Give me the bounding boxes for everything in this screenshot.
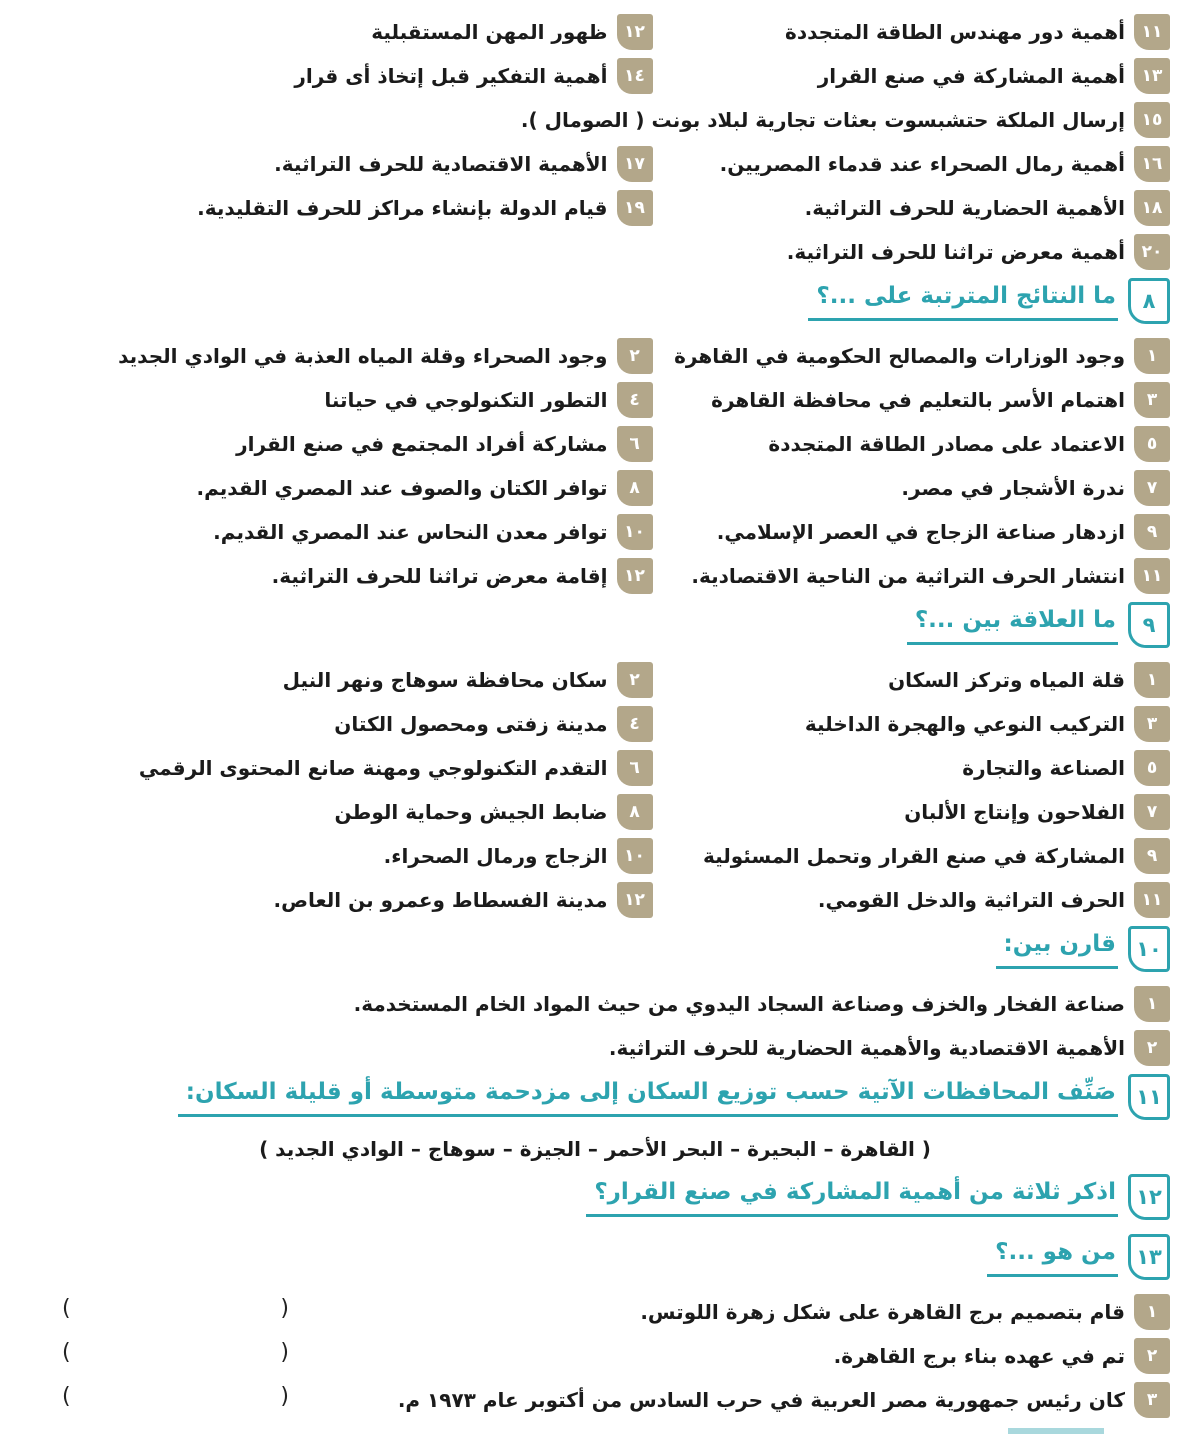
question-item: [653, 58, 1171, 94]
question-row: [20, 470, 1170, 506]
next-section-partial-strip: [1008, 1428, 1104, 1434]
item-text: وجود الصحراء وقلة المياه العذبة في الوادي الجديد: [118, 344, 608, 368]
question-row: [20, 234, 1170, 270]
item-number-badge: ٢: [1134, 1338, 1170, 1374]
question-row: [20, 838, 1170, 874]
section-header-12: [20, 1174, 1170, 1224]
question-item: [653, 794, 1171, 830]
question-item: [20, 14, 653, 50]
item-number-badge: ٤: [617, 382, 653, 418]
question-row: [20, 794, 1170, 830]
item-text: أهمية دور مهندس الطاقة المتجددة: [785, 20, 1125, 44]
question-item: [653, 426, 1171, 462]
question-row: [20, 882, 1170, 918]
question-item: [20, 750, 653, 786]
item-text: تم في عهده بناء برج القاهرة.: [833, 1344, 1125, 1368]
item-number-badge: ١٠: [617, 514, 653, 550]
question-row: [20, 1382, 1170, 1418]
question-item: [653, 382, 1171, 418]
item-number-badge: ١٧: [617, 146, 653, 182]
question-item: [653, 234, 1171, 270]
question-item: [20, 514, 653, 550]
item-text: قام بتصميم برج القاهرة على شكل زهرة اللوتس.: [640, 1300, 1125, 1324]
question-row: [20, 102, 1170, 138]
item-number-badge: ٢: [1134, 1030, 1170, 1066]
item-number-badge: ٣: [1134, 706, 1170, 742]
item-number-badge: ١٣: [1134, 58, 1170, 94]
question-item: [20, 558, 653, 594]
item-number-badge: ٥: [1134, 426, 1170, 462]
item-text: انتشار الحرف التراثية من الناحية الاقتصادية.: [691, 564, 1125, 588]
item-text: التطور التكنولوجي في حياتنا: [324, 388, 608, 412]
item-number-badge: ٣: [1134, 382, 1170, 418]
question-item: [653, 146, 1171, 182]
item-text: مدينة الفسطاط وعمرو بن العاص.: [273, 888, 608, 912]
item-number-badge: ٧: [1134, 794, 1170, 830]
question-item: [398, 1382, 1170, 1418]
item-text: وجود الوزارات والمصالح الحكومية في القاهرة: [674, 344, 1125, 368]
question-item: [20, 882, 653, 918]
item-number-badge: ١١: [1134, 558, 1170, 594]
item-number-badge: ٦: [617, 426, 653, 462]
question-item: [653, 514, 1171, 550]
question-item: [653, 14, 1171, 50]
section-title: ما النتائج المترتبة على ...؟: [808, 278, 1118, 321]
item-number-badge: ١: [1134, 662, 1170, 698]
question-item: [20, 470, 653, 506]
item-number-badge: ١٤: [617, 58, 653, 94]
item-number-badge: ١٢: [617, 882, 653, 918]
question-row: [20, 382, 1170, 418]
question-item: [20, 838, 653, 874]
section-header-13: [20, 1234, 1170, 1284]
item-text: الأهمية الحضارية للحرف التراثية.: [804, 196, 1125, 220]
item-number-badge: ٢: [617, 338, 653, 374]
question-item: [653, 338, 1171, 374]
question-item: [20, 338, 653, 374]
item-number-badge: ٣: [1134, 1382, 1170, 1418]
item-text: ازدهار صناعة الزجاج في العصر الإسلامي.: [716, 520, 1125, 544]
question-item: [653, 706, 1171, 742]
governorates-options: ( القاهرة – البحيرة – البحر الأحمر – الجيزة – سوهاج – الوادي الجديد ): [259, 1137, 931, 1161]
item-number-badge: ٦: [617, 750, 653, 786]
section-header-9: [20, 602, 1170, 652]
section-header-11: [20, 1074, 1170, 1124]
section-number-badge: ١١: [1128, 1074, 1170, 1120]
question-row: [20, 190, 1170, 226]
question-item: [20, 662, 653, 698]
section-title: صَنِّف المحافظات الآتية حسب توزيع السكان إلى مزدحمة متوسطة أو قليلة السكان:: [178, 1074, 1118, 1117]
section-title: اذكر ثلاثة من أهمية المشاركة في صنع القرار؟: [586, 1174, 1118, 1217]
section-number-badge: ١٣: [1128, 1234, 1170, 1280]
question-row: [20, 558, 1170, 594]
item-text: أهمية التفكير قبل إتخاذ أى قرار: [294, 64, 608, 88]
question-row: [20, 706, 1170, 742]
question-item: [653, 750, 1171, 786]
question-row: [20, 1338, 1170, 1374]
item-number-badge: ٩: [1134, 514, 1170, 550]
item-text: الأهمية الاقتصادية للحرف التراثية.: [274, 152, 608, 176]
question-item: [20, 1030, 1170, 1066]
question-row: [20, 14, 1170, 50]
item-text: قيام الدولة بإنشاء مراكز للحرف التقليدية.: [197, 196, 608, 220]
question-row: [20, 146, 1170, 182]
item-number-badge: ٩: [1134, 838, 1170, 874]
item-text: اهتمام الأسر بالتعليم في محافظة القاهرة: [711, 388, 1125, 412]
item-text: أهمية معرض تراثنا للحرف التراثية.: [786, 240, 1125, 264]
question-item: [20, 382, 653, 418]
section-header-8: [20, 278, 1170, 328]
item-text: ندرة الأشجار في مصر.: [901, 476, 1125, 500]
item-text: التركيب النوعي والهجرة الداخلية: [804, 712, 1125, 736]
question-item: [20, 190, 653, 226]
answer-parens: ( ): [62, 1296, 289, 1321]
question-item: [653, 662, 1171, 698]
item-number-badge: ٧: [1134, 470, 1170, 506]
item-number-badge: ٢٠: [1134, 234, 1170, 270]
item-text: سكان محافظة سوهاج ونهر النيل: [282, 668, 608, 692]
item-number-badge: ١٦: [1134, 146, 1170, 182]
section-header-10: [20, 926, 1170, 976]
item-text: ضابط الجيش وحماية الوطن: [334, 800, 608, 824]
item-number-badge: ١٠: [617, 838, 653, 874]
item-number-badge: ١: [1134, 986, 1170, 1022]
item-text: إقامة معرض تراثنا للحرف التراثية.: [271, 564, 608, 588]
item-text: توافر معدن النحاس عند المصري القديم.: [213, 520, 608, 544]
question-row: [20, 58, 1170, 94]
item-text: الصناعة والتجارة: [962, 756, 1125, 780]
question-row: [20, 514, 1170, 550]
item-text: صناعة الفخار والخزف وصناعة السجاد اليدوي من حيث المواد الخام المستخدمة.: [353, 992, 1125, 1016]
answer-parens: ( ): [62, 1340, 289, 1365]
item-text: الأهمية الاقتصادية والأهمية الحضارية للحرف التراثية.: [608, 1036, 1125, 1060]
item-text: الحرف التراثية والدخل القومي.: [817, 888, 1125, 912]
question-item: [20, 794, 653, 830]
section-number-badge: ٩: [1128, 602, 1170, 648]
item-number-badge: ١٨: [1134, 190, 1170, 226]
item-number-badge: ١١: [1134, 14, 1170, 50]
item-number-badge: ١٢: [617, 558, 653, 594]
question-row: [20, 986, 1170, 1022]
item-number-badge: ٥: [1134, 750, 1170, 786]
item-number-badge: ٨: [617, 794, 653, 830]
question-item: [653, 838, 1171, 874]
question-row: [20, 1030, 1170, 1066]
item-number-badge: ١١: [1134, 882, 1170, 918]
section-title: ما العلاقة بين ...؟: [907, 602, 1118, 645]
item-text: مشاركة أفراد المجتمع في صنع القرار: [236, 432, 608, 456]
item-text: التقدم التكنولوجي ومهنة صانع المحتوى الرقمي: [138, 756, 608, 780]
item-text: إرسال الملكة حتشبسوت بعثات تجارية لبلاد بونت ( الصومال ).: [520, 108, 1125, 132]
question-row: [20, 662, 1170, 698]
question-item: [20, 986, 1170, 1022]
item-text: مدينة زفتى ومحصول الكتان: [334, 712, 608, 736]
question-item: [20, 426, 653, 462]
question-item: [653, 558, 1171, 594]
item-number-badge: ١٩: [617, 190, 653, 226]
section-number-badge: ١٠: [1128, 926, 1170, 972]
item-text: قلة المياه وتركز السكان: [888, 668, 1125, 692]
question-row: [20, 426, 1170, 462]
item-text: توافر الكتان والصوف عند المصري القديم.: [196, 476, 608, 500]
item-text: أهمية رمال الصحراء عند قدماء المصريين.: [719, 152, 1125, 176]
item-text: المشاركة في صنع القرار وتحمل المسئولية: [702, 844, 1125, 868]
question-item: [20, 102, 1170, 138]
question-item: [653, 190, 1171, 226]
section-number-badge: ٨: [1128, 278, 1170, 324]
section-title: قارن بين:: [996, 926, 1119, 969]
item-number-badge: ١: [1134, 1294, 1170, 1330]
question-item: [20, 146, 653, 182]
question-item: [20, 58, 653, 94]
item-number-badge: ٨: [617, 470, 653, 506]
item-number-badge: ١٥: [1134, 102, 1170, 138]
question-row: [20, 1294, 1170, 1330]
item-text: ظهور المهن المستقبلية: [371, 20, 608, 44]
question-item: [653, 470, 1171, 506]
item-text: الزجاج ورمال الصحراء.: [383, 844, 608, 868]
question-row: [20, 750, 1170, 786]
question-item: [20, 706, 653, 742]
section-title: من هو ...؟: [987, 1234, 1118, 1277]
item-number-badge: ٢: [617, 662, 653, 698]
question-row: [20, 338, 1170, 374]
section-number-badge: ١٢: [1128, 1174, 1170, 1220]
item-number-badge: ٤: [617, 706, 653, 742]
question-item: [834, 1338, 1170, 1374]
answer-parens: ( ): [62, 1384, 289, 1409]
item-text: كان رئيس جمهورية مصر العربية في حرب السادس من أكتوبر عام ١٩٧٣ م.: [397, 1388, 1125, 1412]
item-number-badge: ١: [1134, 338, 1170, 374]
question-item: [640, 1294, 1170, 1330]
item-number-badge: ١٢: [617, 14, 653, 50]
item-text: أهمية المشاركة في صنع القرار: [817, 64, 1125, 88]
item-text: الفلاحون وإنتاج الألبان: [904, 800, 1125, 824]
question-item: [653, 882, 1171, 918]
item-text: الاعتماد على مصادر الطاقة المتجددة: [768, 432, 1125, 456]
